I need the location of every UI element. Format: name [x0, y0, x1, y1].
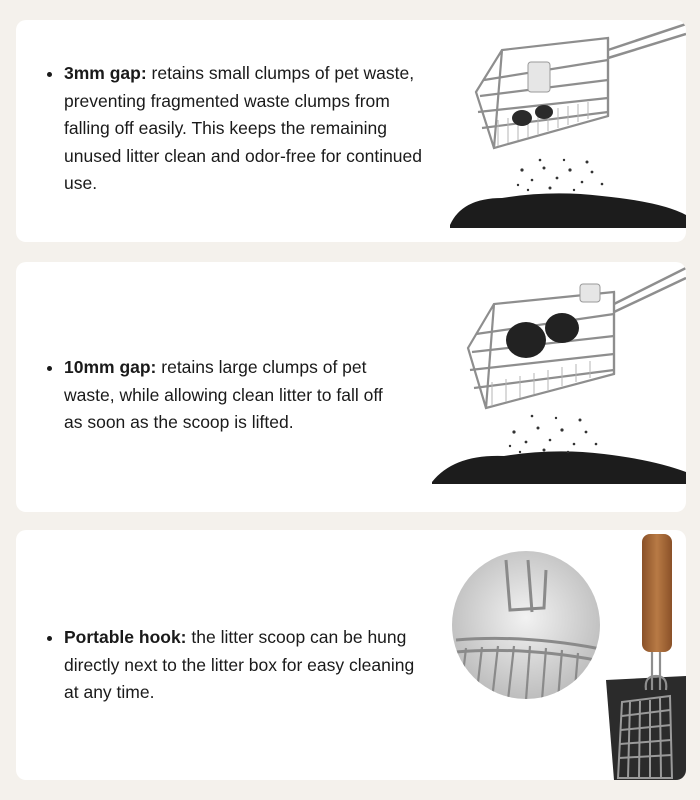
feature-card-hook — [16, 530, 686, 780]
feature-title: 10mm gap: — [64, 357, 157, 377]
feature-title: Portable hook: — [64, 627, 187, 647]
feature-bullet — [64, 354, 404, 437]
scoop-10mm-gap-illustration — [414, 262, 686, 512]
scoop-hook-illustration — [446, 530, 686, 780]
feature-description: the litter scoop can be hung directly next to the litter box for easy cleaning at any time. — [64, 627, 415, 702]
feature-card-3mm — [16, 20, 686, 242]
feature-text — [34, 624, 429, 707]
feature-card-10mm — [16, 262, 686, 512]
feature-description: retains small clumps of pet waste, preventing fragmented waste clumps from falling off easily. This keeps the remaining unused litter clean and odor-free for continued use. — [64, 63, 423, 193]
feature-title: 3mm gap: — [64, 63, 147, 83]
feature-description: retains large clumps of pet waste, while allowing clean litter to fall off as soon as the scoop is lifted. — [64, 357, 383, 432]
feature-bullet — [64, 60, 426, 198]
feature-bullet — [64, 624, 429, 707]
feature-text — [34, 354, 404, 437]
feature-text — [34, 60, 426, 198]
scoop-3mm-gap-illustration — [432, 20, 686, 242]
